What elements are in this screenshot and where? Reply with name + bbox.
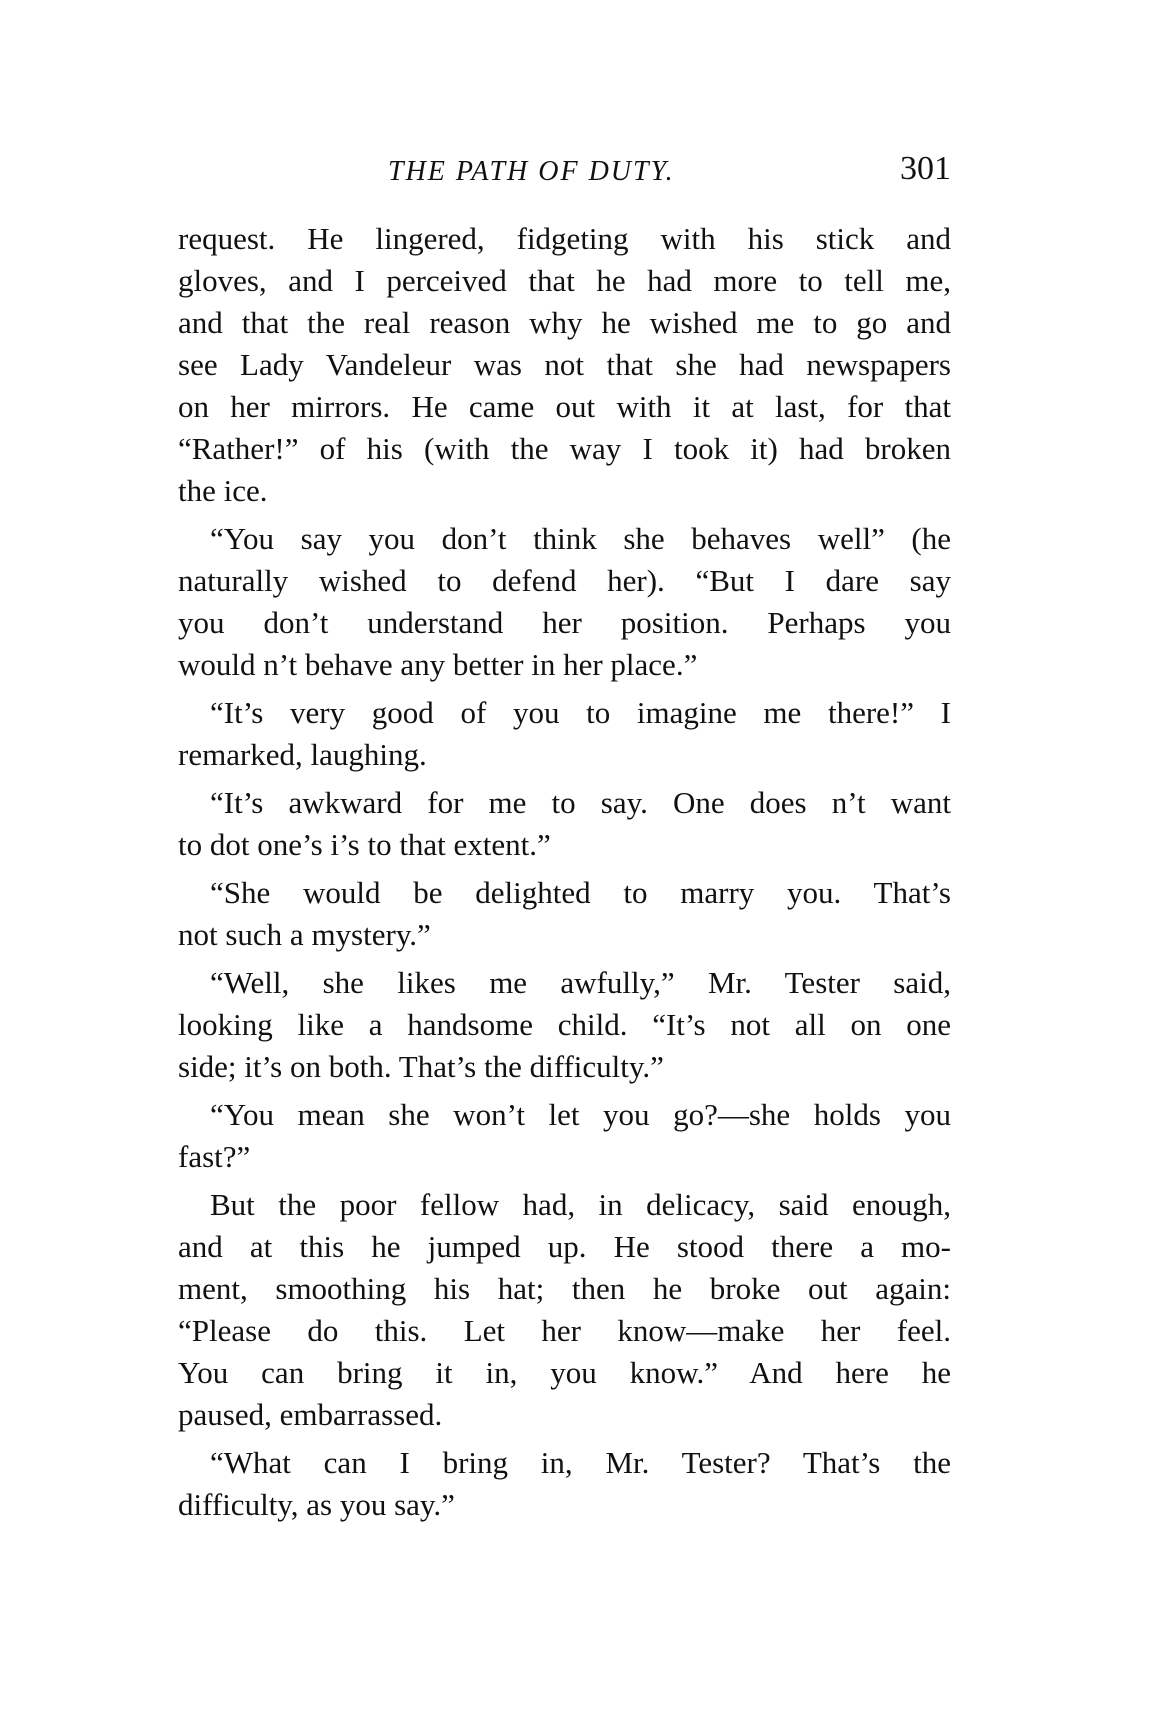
text-line: not such a mystery.”	[178, 917, 431, 952]
text-line: naturally wished to defend her). “But I dare say	[178, 563, 951, 598]
text-line: You can bring it in, you know.” And here he	[178, 1355, 951, 1390]
text-line: “It’s awkward for me to say. One does n’t want	[210, 785, 951, 820]
text-line: would n’t behave any better in her place.”	[178, 647, 698, 682]
text-line: remarked, laughing.	[178, 737, 427, 772]
text-line: “You say you don’t think she behaves well” (he	[210, 521, 951, 556]
text-line: “Well, she likes me awfully,” Mr. Tester said,	[210, 965, 951, 1000]
running-head	[178, 150, 951, 200]
paragraph	[178, 218, 951, 512]
paragraph	[178, 1184, 951, 1436]
text-line: and that the real reason why he wished me to go and	[178, 305, 951, 340]
paragraph	[178, 518, 951, 686]
text-line: the ice.	[178, 473, 268, 508]
body-text	[178, 218, 951, 1526]
text-line: side; it’s on both. That’s the difficulty.”	[178, 1049, 664, 1084]
text-line: “Please do this. Let her know—make her feel.	[178, 1313, 951, 1348]
paragraph	[178, 962, 951, 1088]
text-line: see Lady Vandeleur was not that she had newspapers	[178, 347, 951, 382]
text-line: and at this he jumped up. He stood there a mo-	[178, 1229, 951, 1264]
paragraph	[178, 1094, 951, 1178]
text-line: “Rather!” of his (with the way I took it) had broken	[178, 431, 951, 466]
text-line: But the poor fellow had, in delicacy, said enough,	[210, 1187, 951, 1222]
text-line: gloves, and I perceived that he had more to tell me,	[178, 263, 951, 298]
text-line: “She would be delighted to marry you. That’s	[210, 875, 951, 910]
running-title: THE PATH OF DUTY.	[388, 156, 675, 187]
paragraph	[178, 1442, 951, 1526]
text-line: you don’t understand her position. Perhaps you	[178, 605, 951, 640]
paragraph	[178, 692, 951, 776]
text-line: fast?”	[178, 1139, 251, 1174]
text-line: paused, embarrassed.	[178, 1397, 443, 1432]
text-line: “It’s very good of you to imagine me there!” I	[210, 695, 951, 730]
text-line: to dot one’s i’s to that extent.”	[178, 827, 551, 862]
text-line: “What can I bring in, Mr. Tester? That’s the	[210, 1445, 951, 1480]
text-line: “You mean she won’t let you go?—she holds you	[210, 1097, 951, 1132]
text-line: difficulty, as you say.”	[178, 1487, 455, 1522]
paragraph	[178, 872, 951, 956]
paragraph	[178, 782, 951, 866]
page-number: 301	[900, 150, 951, 187]
text-line: looking like a handsome child. “It’s not all on one	[178, 1007, 951, 1042]
text-line: request. He lingered, fidgeting with his stick and	[178, 221, 951, 256]
text-line: ment, smoothing his hat; then he broke out again:	[178, 1271, 951, 1306]
text-line: on her mirrors. He came out with it at last, for that	[178, 389, 951, 424]
